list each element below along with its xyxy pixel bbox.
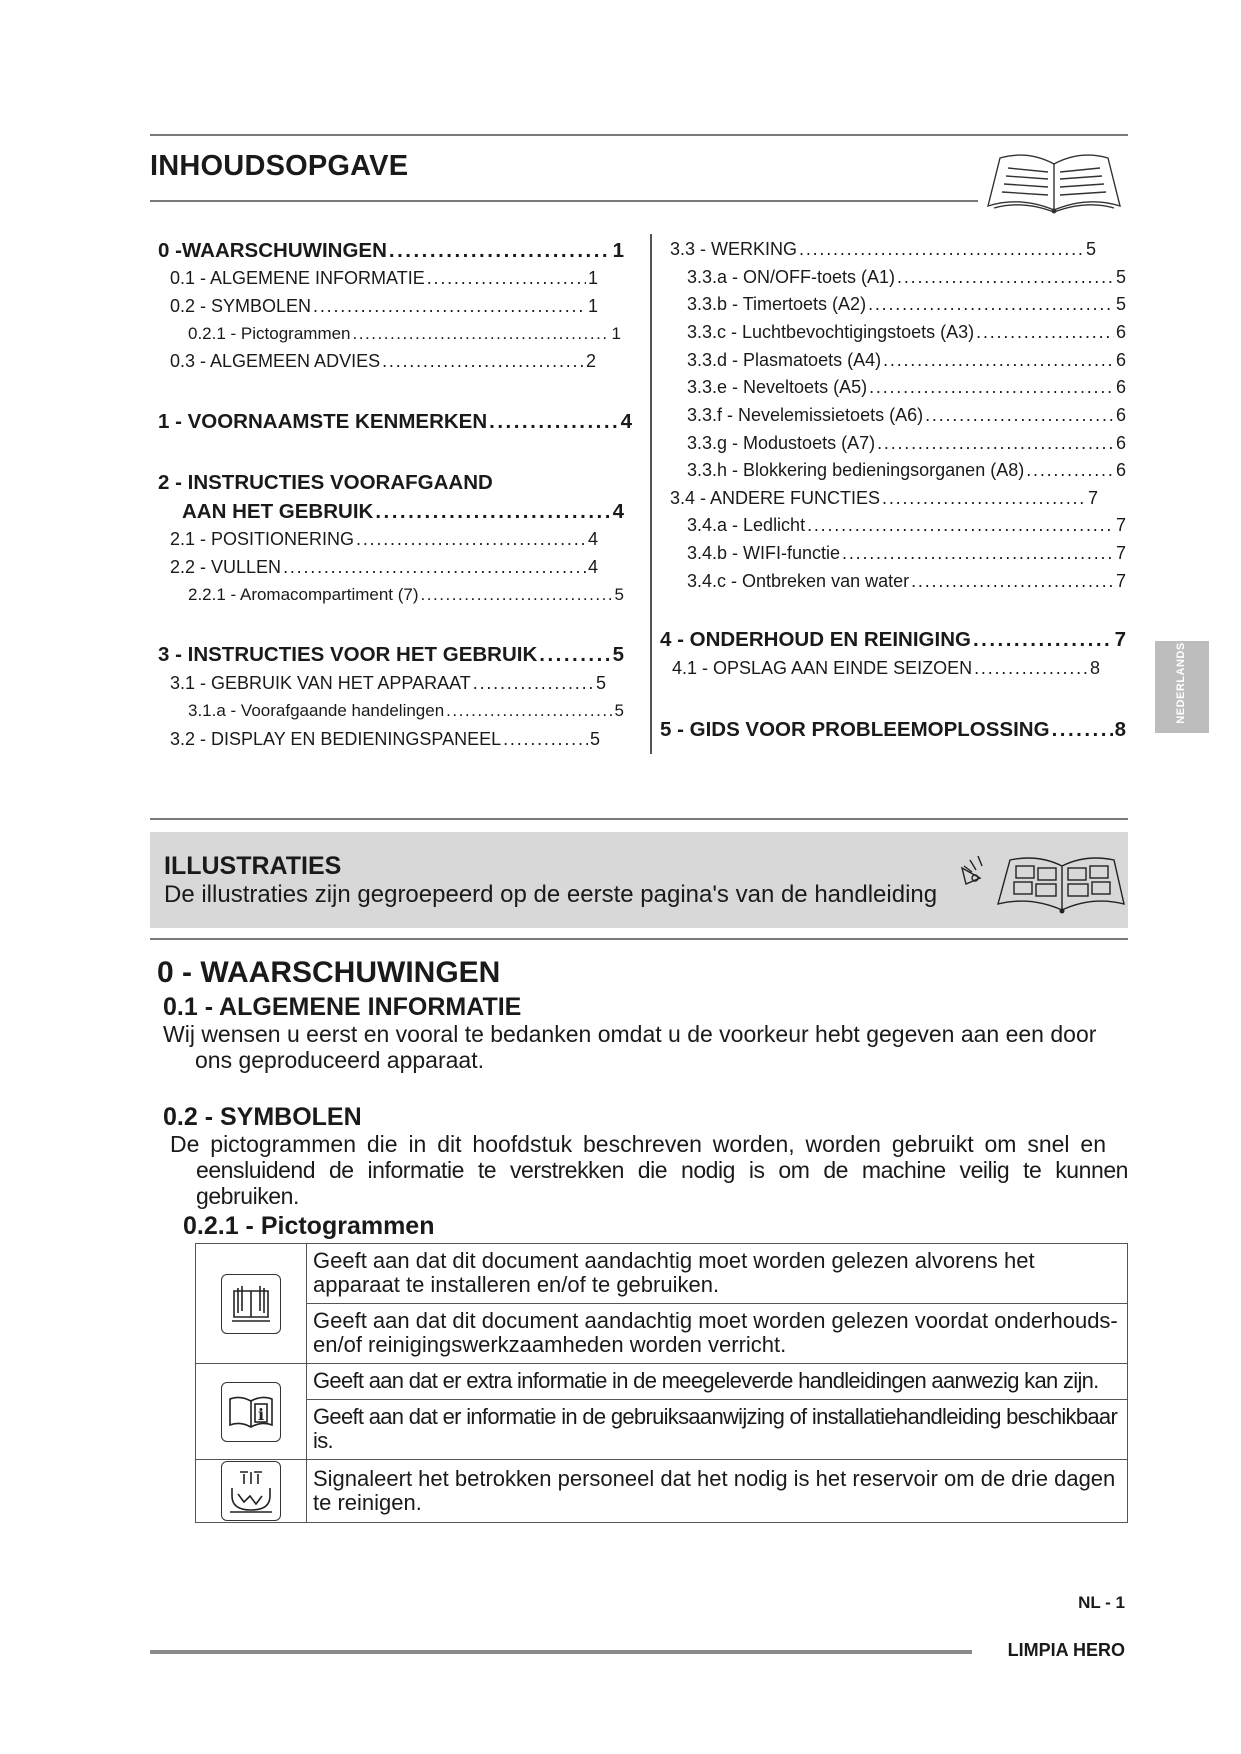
toc-entry[interactable]: 3.3.c - Luchtbevochtigingstoets (A3) . . . 6 [687,322,1126,343]
toc-entry[interactable]: 3.3 - WERKING . . . 5 [670,239,1096,260]
illustrations-bottom-rule [150,938,1128,940]
toc-entry[interactable]: 0.2.1 - Pictogrammen . . . 1 [188,324,621,344]
section-title-pictograms: 0.2.1 - Pictogrammen [183,1212,435,1240]
table-row [196,1244,1128,1304]
toc-entry[interactable]: 3.3.b - Timertoets (A2) . . . 5 [687,294,1126,315]
toc-entry[interactable]: 3.3.d - Plasmatoets (A4) . . . 6 [687,350,1126,371]
toc-entry[interactable]: 2 - INSTRUCTIES VOORAFGAAND [158,471,493,494]
toc-entry[interactable]: 3 - INSTRUCTIES VOOR HET GEBRUIK . . . 5 [158,643,624,667]
toc-entry[interactable]: 3.1 - GEBRUIK VAN HET APPARAAT . . . 5 [170,673,606,694]
table-row [196,1460,1128,1523]
toc-column-divider [650,234,652,754]
toc-entry[interactable]: 3.1.a - Voorafgaande handelingen . . . 5 [188,701,624,721]
toc-entry[interactable]: 4 - ONDERHOUD EN REINIGING . . . 7 [660,628,1126,652]
general-info-line-1: Wij wensen u eerst en vooral te bedanken omdat u de voorkeur hebt gegeven aan een door [163,1021,1097,1047]
toc-entry[interactable]: 2.1 - POSITIONERING . . . 4 [170,529,598,550]
general-info-line-2: ons geproduceerd apparaat. [195,1047,484,1073]
product-name: LIMPIA HERO [1007,1640,1125,1660]
toc-entry[interactable]: 4.1 - OPSLAG AAN EINDE SEIZOEN . . . 8 [672,658,1100,679]
toc-entry[interactable]: 0.1 - ALGEMENE INFORMATIE . . . 1 [170,268,598,289]
toc-entry[interactable]: 3.3.g - Modustoets (A7) . . . 6 [687,433,1126,454]
symbols-paragraph [170,1131,1128,1209]
header-bottom-rule [150,200,978,202]
toc-entry[interactable]: 0.2 - SYMBOLEN . . . 1 [170,296,598,317]
toc-entry[interactable]: 3.4.a - Ledlicht . . . 7 [687,515,1126,536]
table-row [196,1364,1128,1400]
toc-entry[interactable]: 3.4.b - WIFI-functie . . . 7 [687,543,1126,564]
toc-entry[interactable]: 5 - GIDS VOOR PROBLEEMOPLOSSING . . . 8 [660,718,1126,742]
table-row [196,1304,1128,1364]
section-title-warnings: 0 - WAARSCHUWINGEN [157,956,501,989]
toc-entry[interactable]: 3.2 - DISPLAY EN BEDIENINGSPANEEL . . . 5 [170,729,600,750]
pictogram-description: Geeft aan dat dit document aandachtig moet worden gelezen alvorens het apparaat te installeren en/of te gebruiken. [307,1244,1128,1304]
language-side-tab-label: NEDERLANDS [1175,642,1187,724]
illustrations-top-rule [150,818,1128,820]
toc-entry[interactable]: 3.3.h - Blokkering bedieningsorganen (A8) . . . 6 [687,460,1126,481]
language-side-tab[interactable] [1155,641,1209,733]
pictogram-table [195,1243,1128,1523]
toc-entry[interactable]: 2.2.1 - Aromacompartiment (7) . . . 5 [188,585,624,605]
toc-entry[interactable]: 3.4 - ANDERE FUNCTIES . . . 7 [670,488,1098,509]
header-top-rule [150,134,1128,136]
toc-entry[interactable]: 2.2 - VULLEN . . . 4 [170,557,598,578]
toc-title: INHOUDSOPGAVE [150,150,409,182]
illustrations-title: ILLUSTRATIES [164,852,342,880]
open-book-icon [978,148,1130,216]
toc-entry[interactable]: 0 -WAARSCHUWINGEN . . . 1 [158,239,624,263]
svg-text:i: i [257,1404,265,1424]
toc-entry[interactable]: 3.3.a - ON/OFF-toets (A1) . . . 5 [687,267,1126,288]
illustrations-text: De illustraties zijn gegroepeerd op de eerste pagina's van de handleiding [164,881,938,908]
illustrations-banner [150,832,1128,928]
toc-entry[interactable]: AAN HET GEBRUIK . . . 4 [182,500,624,524]
footer-rule [150,1650,972,1654]
toc-entry[interactable]: 0.3 - ALGEMEEN ADVIES . . . 2 [170,351,596,372]
read-manual-icon [221,1274,281,1334]
pictogram-description: Geeft aan dat er extra informatie in de meegeleverde handleidingen aanwezig kan zijn. [307,1364,1128,1400]
section-title-symbols: 0.2 - SYMBOLEN [163,1103,362,1131]
toc-entry[interactable]: 3.4.c - Ontbreken van water . . . 7 [687,571,1126,592]
table-row [196,1400,1128,1460]
section-title-general-info: 0.1 - ALGEMENE INFORMATIE [163,993,522,1021]
info-book-icon [221,1382,281,1442]
pictogram-cell [196,1244,307,1364]
general-info-paragraph [163,1021,1123,1073]
pictogram-description: Signaleert het betrokken personeel dat het nodig is het reservoir om de drie dagen te reinigen. [307,1460,1128,1523]
symbols-line-2: eensluidend de informatie te verstrekken die nodig is om de machine veilig te kunnen gebruiken. [196,1157,1128,1209]
pictogram-cell [196,1364,307,1460]
pictogram-description: Geeft aan dat dit document aandachtig moet worden gelezen voordat onderhouds-en/of reinigingswerkzaamheden worden verricht. [307,1304,1128,1364]
illustrated-book-icon [958,848,1126,916]
pictogram-cell [196,1460,307,1523]
clean-reservoir-icon [221,1461,281,1521]
pictogram-description: Geeft aan dat er informatie in de gebruiksaanwijzing of installatiehandleiding beschikbaar is. [307,1400,1128,1460]
page-number: NL - 1 [1078,1593,1125,1612]
toc-entry[interactable]: 3.3.e - Neveltoets (A5) . . . 6 [687,377,1126,398]
symbols-line-1: De pictogrammen die in dit hoofdstuk beschreven worden, worden gebruikt om snel en [170,1131,1106,1157]
toc-entry[interactable]: 3.3.f - Nevelemissietoets (A6) . . . 6 [687,405,1126,426]
toc-entry[interactable]: 1 - VOORNAAMSTE KENMERKEN . . . 4 [158,410,632,434]
